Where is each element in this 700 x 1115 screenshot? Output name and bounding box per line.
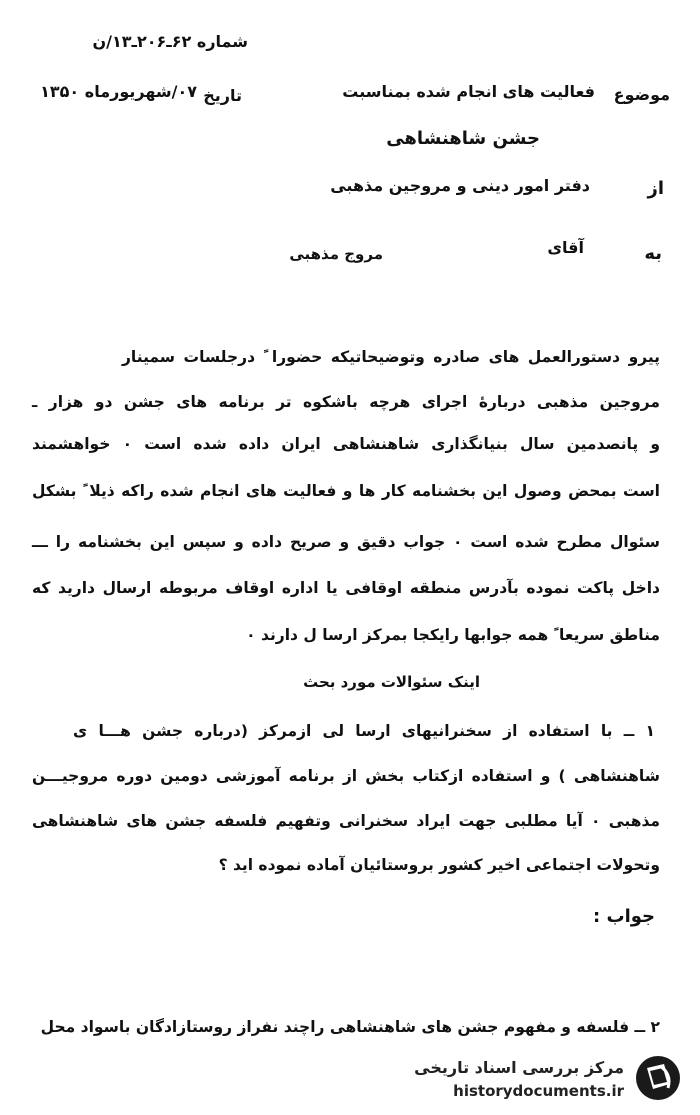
- to-value-2: مروج مذهبی: [289, 245, 383, 263]
- subject-label: موضوع: [613, 85, 670, 104]
- questions-heading: اینک سئوالات مورد بحث: [303, 673, 480, 691]
- question-1-line: ۱ ــ با استفاده از سخنرانیهای ارسا لی ازمرکز (درباره جشن هـــا ی: [73, 722, 655, 740]
- watermark-title: مرکز بررسی اسناد تاریخی: [414, 1058, 624, 1077]
- to-value-1: آقای: [547, 238, 584, 257]
- archive-watermark: [382, 1052, 682, 1107]
- subject-value-line-2: جشن شاهنشاهی: [386, 128, 540, 149]
- date-value: ۰۷/شهریورماه ۱۳۵۰: [40, 82, 197, 101]
- watermark-url: historydocuments.ir: [453, 1082, 624, 1100]
- from-value: دفتر امور دینی و مروجین مذهبی: [330, 176, 590, 195]
- letter-number: شماره ۶۲ـ۲۰۶ـ۱۳/ن: [92, 32, 248, 51]
- body-line: پیرو دستورالعمل های صادره وتوضیحاتیکه حضورا ً درجلسات سمینار: [122, 348, 660, 366]
- question-2-line: ۲ ــ فلسفه و مفهوم جشن های شاهنشاهی راچند نفراز روستازادگان باسواد محل: [40, 1018, 660, 1036]
- body-line: داخل پاکت نموده بآدرس منطقه اوقافی یا اداره اوقاف مربوطه ارسال دارید که: [32, 579, 660, 597]
- body-line: و پانصدمین سال بنیانگذاری شاهنشاهی ایران داده شده است ٠ خواهشمند: [32, 435, 661, 453]
- answer-label: جواب :: [593, 906, 655, 927]
- archive-logo-icon: [634, 1054, 682, 1102]
- from-label: از: [647, 178, 664, 199]
- body-line: است بمحض وصول این بخشنامه کار ها و فعالیت های انجام شده راکه ذیلا ً بشکل: [32, 482, 660, 500]
- subject-value: فعالیت های انجام شده بمناسبت: [342, 82, 595, 101]
- date-label: تاریخ: [203, 86, 242, 105]
- to-label: به: [644, 243, 662, 264]
- question-1-line: وتحولات اجتماعی اخیر کشور بروستائیان آماده نموده اید ؟: [218, 856, 660, 874]
- question-1-line: مذهبی ٠ آیا مطلبی جهت ایراد سخنرانی وتفهیم فلسفه جشن های شاهنشاهی: [32, 812, 661, 830]
- body-line: سئوال مطرح شده است ٠ جواب دقیق و صریح داده و سپس این بخشنامه را ـــ: [32, 533, 661, 551]
- question-1-line: شاهنشاهی ) و استفاده ازکتاب بخش از برنامه آموزشی دومین دوره مروجیـــن: [32, 767, 660, 785]
- body-line: مروجین مذهبی دربارۀ اجرای هرچه باشکوه تر برنامه های جشن دو هزار ـ: [32, 393, 660, 411]
- body-line: مناطق سریعا ً همه جوابها رایکجا بمرکز ارسا ل دارند ٠: [246, 626, 660, 644]
